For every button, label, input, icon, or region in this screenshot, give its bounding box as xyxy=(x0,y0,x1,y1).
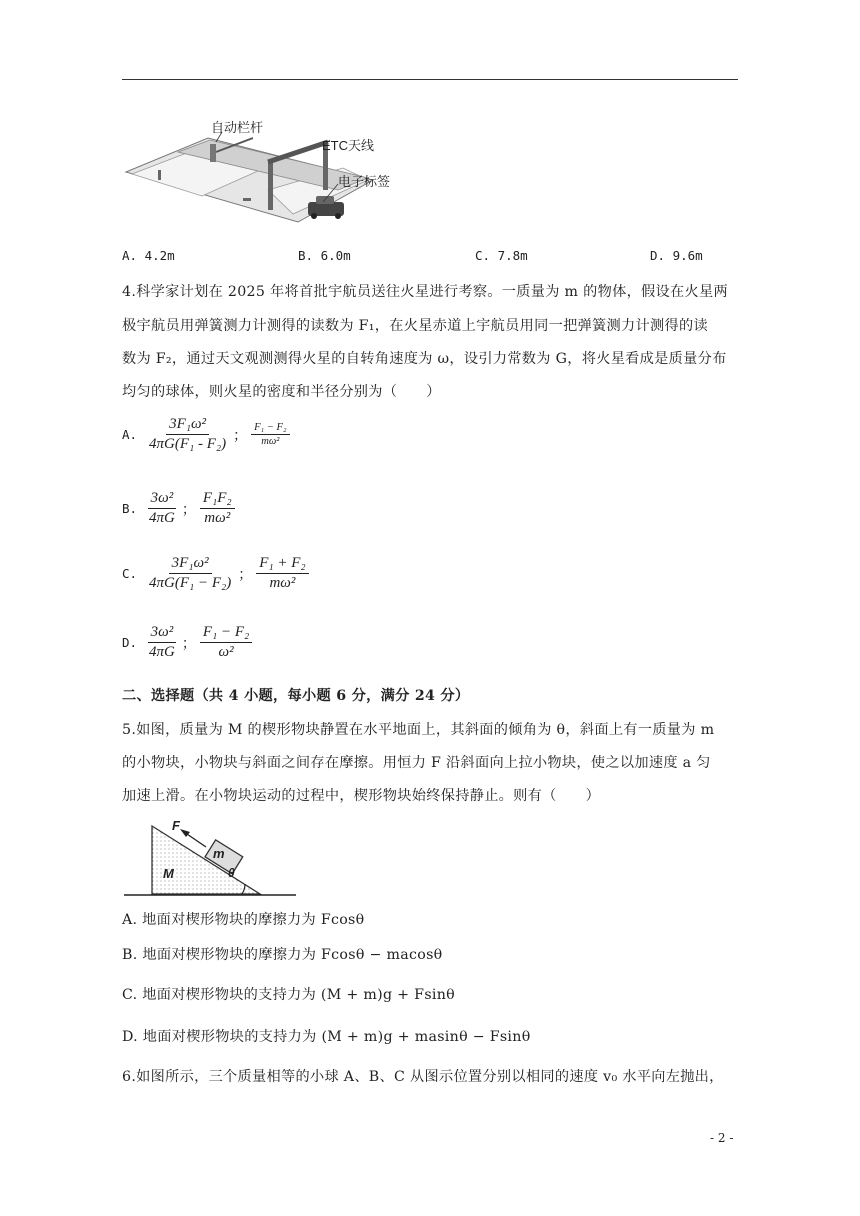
fraction-numerator: F₁F₂ xyxy=(200,490,235,509)
q4-option-a-label: A. xyxy=(122,427,138,442)
q4-line-1: 4.科学家计划在 2025 年将首批宇航员送往火星进行考察。一质量为 m 的物体，假设在火星两 xyxy=(122,284,728,300)
q5-option-c: C. 地面对楔形物块的支持力为 (M + m)g + Fsinθ xyxy=(122,987,456,1003)
section-heading: 二、选择题（共 4 小题，每小题 6 分，满分 24 分） xyxy=(122,688,470,704)
wedge-figure xyxy=(124,820,300,900)
q5-line-1: 5.如图，质量为 M 的楔形物块静置在水平地面上，其斜面的倾角为 θ，斜面上有一质量为 m xyxy=(122,722,715,738)
separator: ； xyxy=(181,501,196,518)
q4-option-c-radius xyxy=(256,555,308,592)
q5-line-2: 的小物块，小物块与斜面之间存在摩擦。用恒力 F 沿斜面向上拉小物块，使之以加速度 a 匀 xyxy=(122,755,711,771)
q3-option-d: D. 9.6m xyxy=(650,248,703,263)
fraction-denominator: ω² xyxy=(218,644,234,660)
q5-option-d: D. 地面对楔形物块的支持力为 (M + m)g + masinθ − Fsinθ xyxy=(122,1029,531,1045)
etc-label-barrier: 自动栏杆 xyxy=(211,120,264,135)
fraction-denominator: mω² xyxy=(261,436,280,447)
q4-option-b xyxy=(122,490,235,527)
fraction-denominator: mω² xyxy=(269,575,296,591)
q4-option-a xyxy=(122,416,290,453)
q4-line-4: 均匀的球体，则火星的密度和半径分别为（ ） xyxy=(122,384,441,400)
q4-option-c xyxy=(122,555,309,592)
fraction-numerator: 3F₁ω² xyxy=(169,555,212,574)
q5-line-3: 加速上滑。在小物块运动的过程中，楔形物块始终保持静止。则有（ ） xyxy=(122,788,601,804)
separator: ； xyxy=(233,427,248,444)
q6-line-1: 6.如图所示，三个质量相等的小球 A、B、C 从图示位置分别以相同的速度 v₀ 水平向左抛出， xyxy=(122,1069,724,1085)
fraction-numerator: 3ω² xyxy=(148,490,177,509)
fraction-numerator: 3ω² xyxy=(148,624,177,643)
q3-option-b: B. 6.0m xyxy=(298,248,351,263)
q4-line-3: 数为 F₂，通过天文观测测得火星的自转角速度为 ω，设引力常数为 G，将火星看成是质量分布 xyxy=(122,351,727,367)
page-number: - 2 - xyxy=(710,1131,734,1145)
q4-option-d-radius xyxy=(200,624,252,661)
header-rule xyxy=(122,79,738,80)
q4-option-c-density xyxy=(146,555,234,592)
separator: ； xyxy=(181,635,196,652)
q4-option-c-label: C. xyxy=(122,566,138,581)
q4-option-d-label: D. xyxy=(122,635,138,650)
wedge-label-theta: θ xyxy=(228,866,235,880)
fraction-numerator: F₁ − F₂ xyxy=(200,624,252,643)
q4-option-b-radius xyxy=(200,490,235,527)
wedge-label-F: F xyxy=(172,818,180,833)
fraction-numerator: F₁ − F₂ xyxy=(251,422,289,435)
separator: ； xyxy=(238,566,253,583)
wedge-label-m: m xyxy=(213,846,225,861)
q4-option-b-density xyxy=(146,490,178,527)
q4-option-d xyxy=(122,624,252,661)
wedge-label-M: M xyxy=(163,866,174,881)
etc-label-antenna: ETC天线 xyxy=(322,138,375,153)
fraction-denominator: 4πG(F₁ − F₂) xyxy=(149,575,232,591)
q4-option-b-label: B. xyxy=(122,501,138,516)
q4-line-2: 极宇航员用弹簧测力计测得的读数为 F₁，在火星赤道上宇航员用同一把弹簧测力计测得的读 xyxy=(122,318,708,334)
q4-option-a-radius xyxy=(251,422,289,447)
fraction-numerator: F₁ + F₂ xyxy=(256,555,308,574)
q5-option-b: B. 地面对楔形物块的摩擦力为 Fcosθ − macosθ xyxy=(122,947,443,963)
q5-option-a: A. 地面对楔形物块的摩擦力为 Fcosθ xyxy=(122,912,365,928)
q4-option-d-density xyxy=(146,624,178,661)
fraction-numerator: 3F₁ω² xyxy=(166,416,209,435)
q3-option-c: C. 7.8m xyxy=(475,248,528,263)
fraction-denominator: 4πG(F₁ - F₂) xyxy=(149,436,227,452)
etc-label-tag: 电子标签 xyxy=(338,174,391,189)
fraction-denominator: 4πG xyxy=(149,644,175,660)
q3-option-a: A. 4.2m xyxy=(122,248,175,263)
fraction-denominator: mω² xyxy=(204,510,231,526)
q4-option-a-density xyxy=(146,416,229,453)
fraction-denominator: 4πG xyxy=(149,510,175,526)
